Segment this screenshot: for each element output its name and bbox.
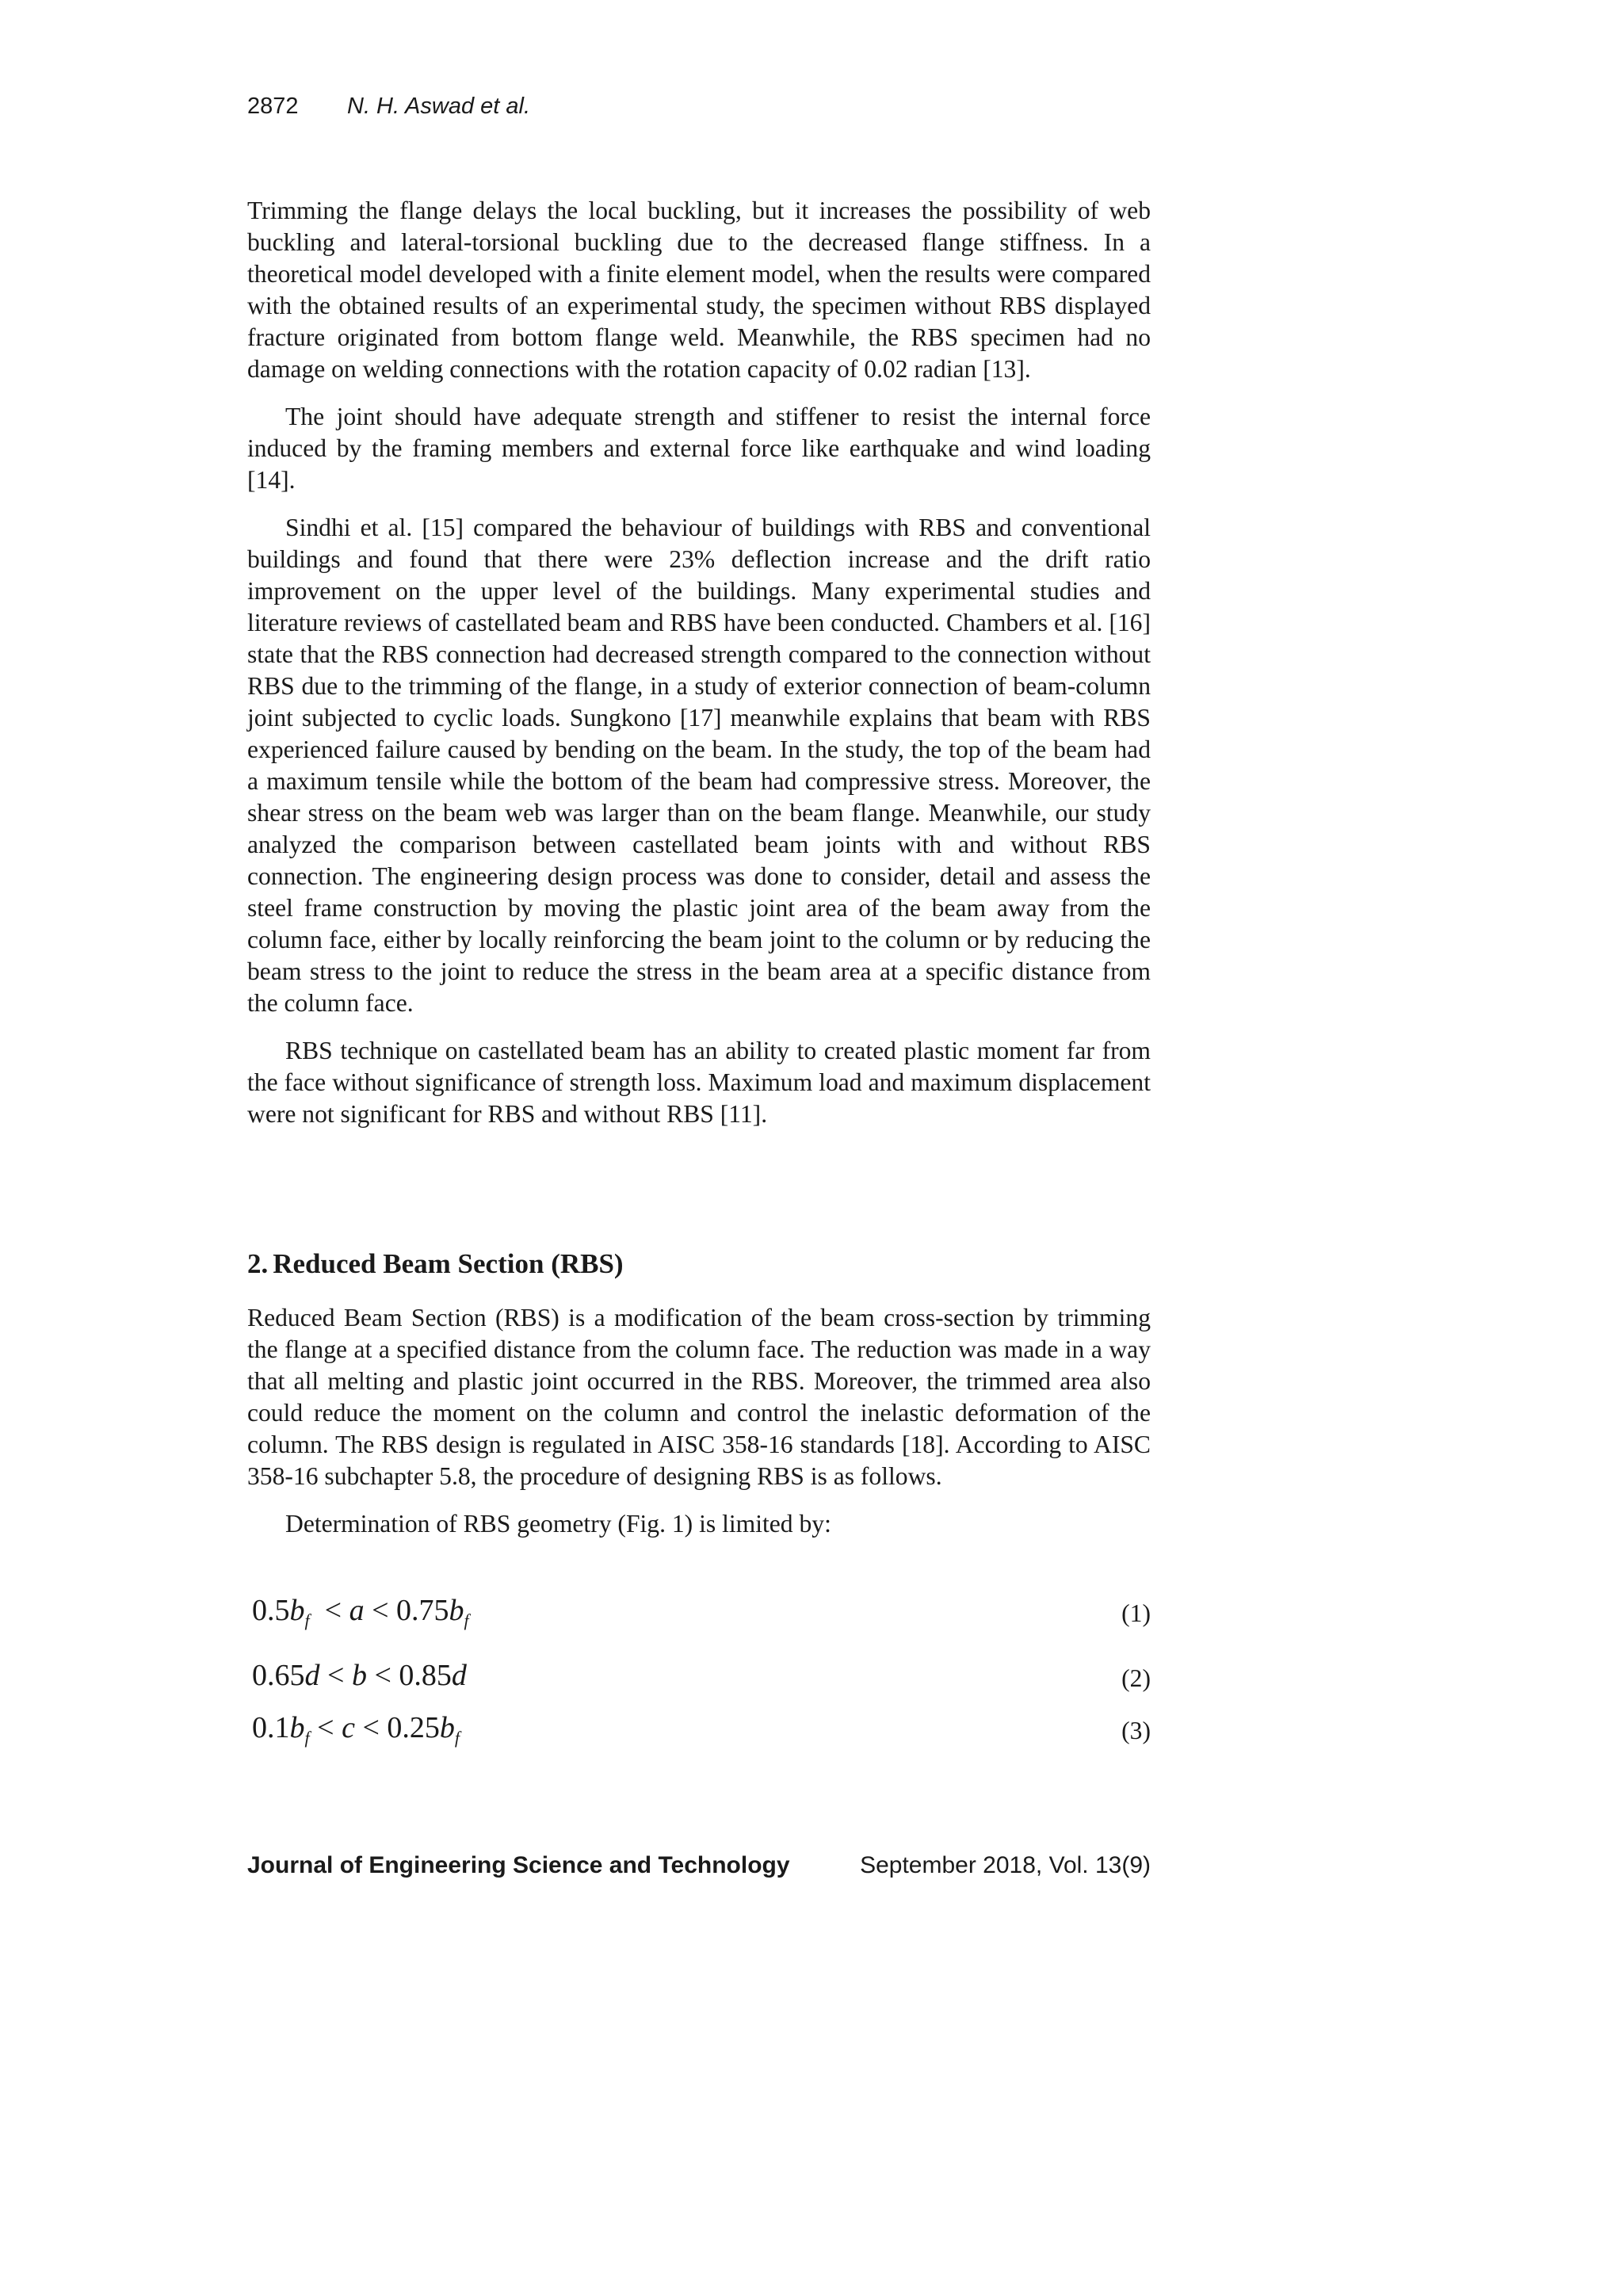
paragraph: Trimming the flange delays the local buckling, but it increases the possibility of web buckling and lateral-torsional buckling due to the decreased flange stiffness. In a theoretical model developed with a finite element model, when the results were compared with the obtained results of an experimental study, the specimen without RBS displayed fracture originated from bottom flange weld. Meanwhile, the RBS specimen had no damage on welding connections with the rotation capacity of 0.02 radian [13]. xyxy=(247,197,1151,383)
body-text xyxy=(247,195,1151,1146)
equation-number: (3) xyxy=(1121,1717,1151,1744)
paragraph: Determination of RBS geometry (Fig. 1) is limited by: xyxy=(285,1510,831,1538)
equation-number: (2) xyxy=(1121,1664,1151,1692)
running-header xyxy=(247,94,530,120)
section-number: 2. xyxy=(247,1248,269,1279)
section-text xyxy=(247,1302,1151,1556)
running-authors: N. H. Aswad et al. xyxy=(347,94,531,119)
paragraph: RBS technique on castellated beam has an ability to created plastic moment far from the face without significance of strength loss. Maximum load and maximum displacement were not significant for RBS and without RBS [11]. xyxy=(247,1037,1151,1128)
journal-name: Journal of Engineering Science and Technology xyxy=(247,1852,790,1878)
equation-expression: $0.1b_f < c < 0.25b_f$ xyxy=(252,1711,460,1748)
equation-expression: $0.5b_f < a < 0.75b_f$ xyxy=(252,1594,469,1630)
section-title: Reduced Beam Section (RBS) xyxy=(273,1248,624,1279)
paragraph: Reduced Beam Section (RBS) is a modification of the beam cross-section by trimming the flange at a specified distance from the column face. The reduction was made in a way that all melting and plastic joint occurred in the RBS. Moreover, the trimmed area also could reduce the moment on the column and control the inelastic deformation of the column. The RBS design is regulated in AISC 358-16 standards [18]. According to AISC 358-16 subchapter 5.8, the procedure of designing RBS is as follows. xyxy=(247,1304,1151,1490)
equation-expression: 0.65d < b < 0.85d xyxy=(252,1659,467,1692)
paragraph: The joint should have adequate strength and stiffener to resist the internal force induced by the framing members and external force like earthquake and wind loading [14]. xyxy=(247,403,1151,494)
paragraph: Sindhi et al. [15] compared the behaviour of buildings with RBS and conventional buildings and found that there were 23% deflection increase and the drift ratio improvement on the upper level of the buildings. Many experimental studies and literature reviews of castellated beam and RBS have been conducted. Chambers et al. [16] state that the RBS connection had decreased strength compared to the connection without RBS due to the trimming of the flange, in a study of exterior connection of beam-column joint subjected to cyclic loads. Sungkono [17] meanwhile explains that beam with RBS experienced failure caused by bending on the beam. In the study, the top of the beam had a maximum tensile while the bottom of the beam had compressive stress. Moreover, the shear stress on the beam web was larger than on the beam flange. Meanwhile, our study analyzed the comparison between castellated beam joints with and without RBS connection. The engineering design process was done to consider, detail and assess the steel frame construction by moving the plastic joint area of the beam away from the column face, either by locally reinforcing the beam joint to the column or by reducing the beam stress to the joint to reduce the stress in the beam area at a specific distance from the column face. xyxy=(247,514,1151,1017)
page-number: 2872 xyxy=(247,94,299,119)
section-heading xyxy=(247,1248,624,1280)
equation-2 xyxy=(252,1658,1151,1696)
equation-number: (1) xyxy=(1121,1599,1151,1627)
journal-issue: September 2018, Vol. 13(9) xyxy=(860,1852,1151,1878)
page-footer xyxy=(247,1852,1151,1879)
equation-3 xyxy=(252,1710,1151,1748)
equation-1 xyxy=(252,1593,1151,1631)
